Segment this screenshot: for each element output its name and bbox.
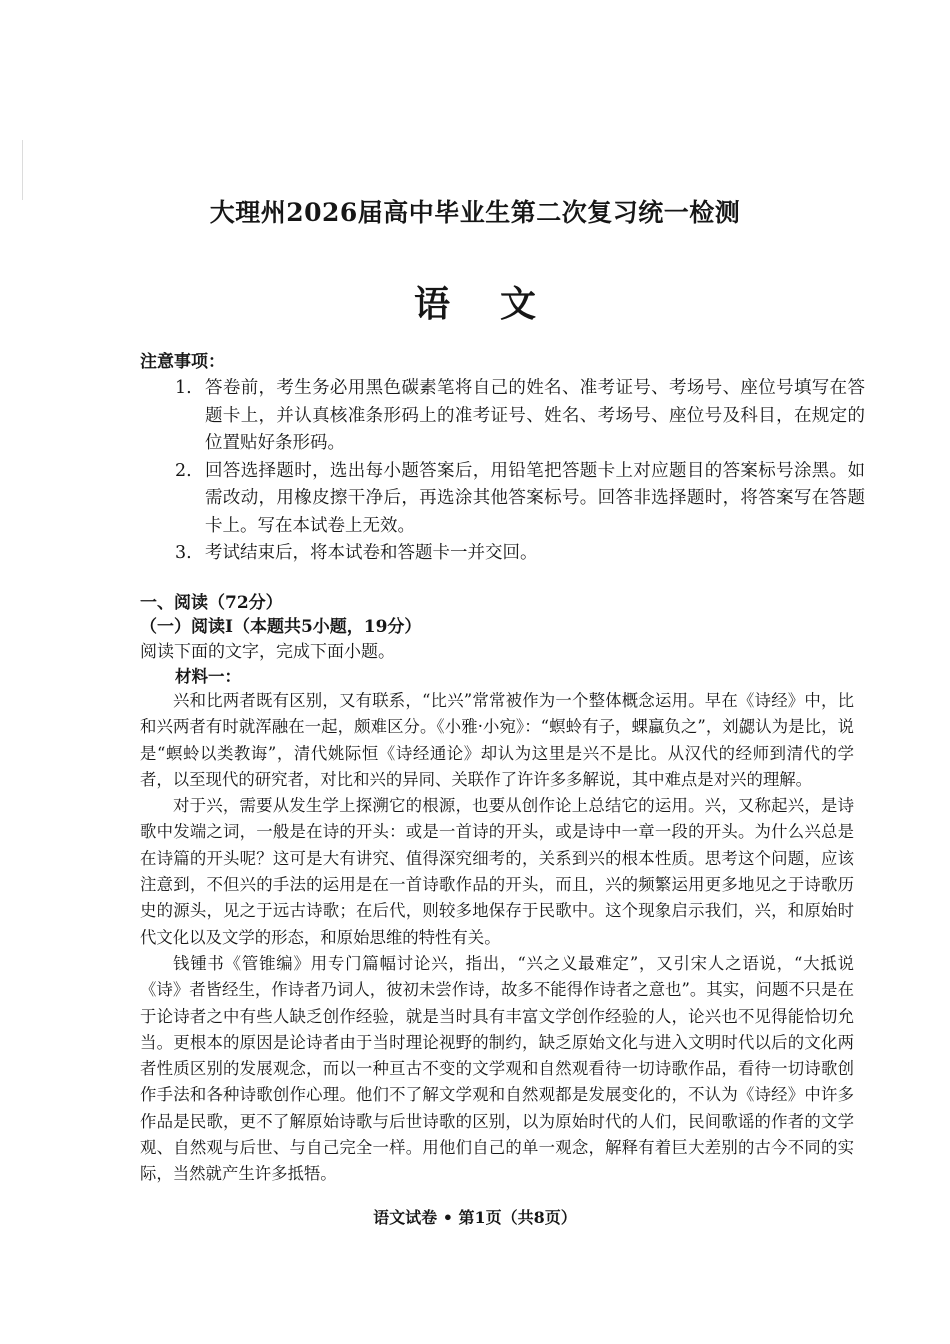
notice-item-number: 3. <box>175 543 192 563</box>
section-heading: 一、阅读（72分） <box>140 593 283 613</box>
sub-section-heading: （一）阅读Ⅰ（本题共5小题，19分） <box>140 617 422 637</box>
page-footer: 语文试卷 • 第1页（共8页） <box>373 1208 577 1227</box>
notice-item-number: 2. <box>175 460 192 481</box>
exam-title: 大理州2026届高中毕业生第二次复习统一检测 <box>209 198 741 227</box>
notice-item-text: 答卷前，考生务必用黑色碳素笔将自己的姓名、准考证号、考场号、座位号填写在答题卡上，并认真核准条形码上的准考证号、姓名、考场号、座位号及科目，在规定的位置贴好条形码。 <box>205 378 865 453</box>
passage-paragraph-2: 对于兴，需要从发生学上探溯它的根源，也要从创作论上总结它的运用。兴，又称起兴，是诗歌中发端之词，一般是在诗的开头：或是一首诗的开头，或是诗中一章一段的开头。为什么兴总是在诗篇的开头呢？这可是大有讲究、值得深究细考的，关系到兴的根本性质。思考这个问题，应该注意到，不但兴的手法的运用是在一首诗歌作品的开头，而且，兴的频繁运用更多地见之于诗歌历史的源头，见之于远古诗歌；在后代，则较多地保存于民歌中。这个现象启示我们，兴，和原始时代文化以及文学的形态，和原始思维的特性有关。 <box>140 796 854 947</box>
notice-heading: 注意事项： <box>140 352 225 372</box>
notice-item-2 <box>175 458 865 541</box>
reading-passage <box>140 688 854 1188</box>
scan-edge-mark <box>22 140 23 200</box>
passage-paragraph-3: 钱锺书《管锥编》用专门篇幅讨论兴，指出，“兴之义最难定”，又引宋人之语说，“大抵说《诗》者皆经生，作诗者乃词人，彼初未尝作诗，故多不能得作诗者之意也”。其实，问题不只是在于论诗者之中有些人缺乏创作经验，就是当时具有丰富文学创作经验的人，论兴也不见得能恰切允当。更根本的原因是论诗者由于当时理论视野的制约，缺乏原始文化与进入文明时代以后的文化两者性质区别的发展观念，而以一种亘古不变的文学观和自然观看待一切诗歌作品，看待一切诗歌创作手法和各种诗歌创作心理。他们不了解文学观和自然观都是发展变化的，不认为《诗经》中许多作品是民歌，更不了解原始诗歌与后世诗歌的区别，以为原始时代的人们，民间歌谣的作者的文学观、自然观与后世、与自己完全一样。用他们自己的单一观念，解释有着巨大差别的古今不同的实际，当然就产生许多抵牾。 <box>140 953 854 1184</box>
material-label: 材料一： <box>175 667 241 686</box>
notice-item-number: 1. <box>175 378 192 398</box>
notice-item-1 <box>175 375 865 458</box>
notice-item-text: 回答选择题时，选出每小题答案后，用铅笔把答题卡上对应题目的答案标号涂黑。如需改动，用橡皮擦干净后，再选涂其他答案标号。回答非选择题时，将答案写在答题卡上。写在本试卷上无效。 <box>205 460 865 536</box>
reading-instruction: 阅读下面的文字，完成下面小题。 <box>140 642 395 662</box>
subject-title: 语文 <box>413 283 586 325</box>
notice-list <box>175 375 865 568</box>
passage-paragraph-1: 兴和比两者既有区别，又有联系，“比兴”常常被作为一个整体概念运用。早在《诗经》中，比和兴两者有时就浑融在一起，颇难区分。《小雅·小宛》：“螟蛉有子，蜾蠃负之”，刘勰认为是比，说是“螟蛉以类教诲”，清代姚际恒《诗经通论》却认为这里是兴不是比。从汉代的经师到清代的学者，以至现代的研究者，对比和兴的异同、关联作了许许多多解说，其中难点是对兴的理解。 <box>140 691 854 789</box>
notice-item-text: 考试结束后，将本试卷和答题卡一并交回。 <box>205 543 538 563</box>
notice-item-3 <box>175 540 865 568</box>
